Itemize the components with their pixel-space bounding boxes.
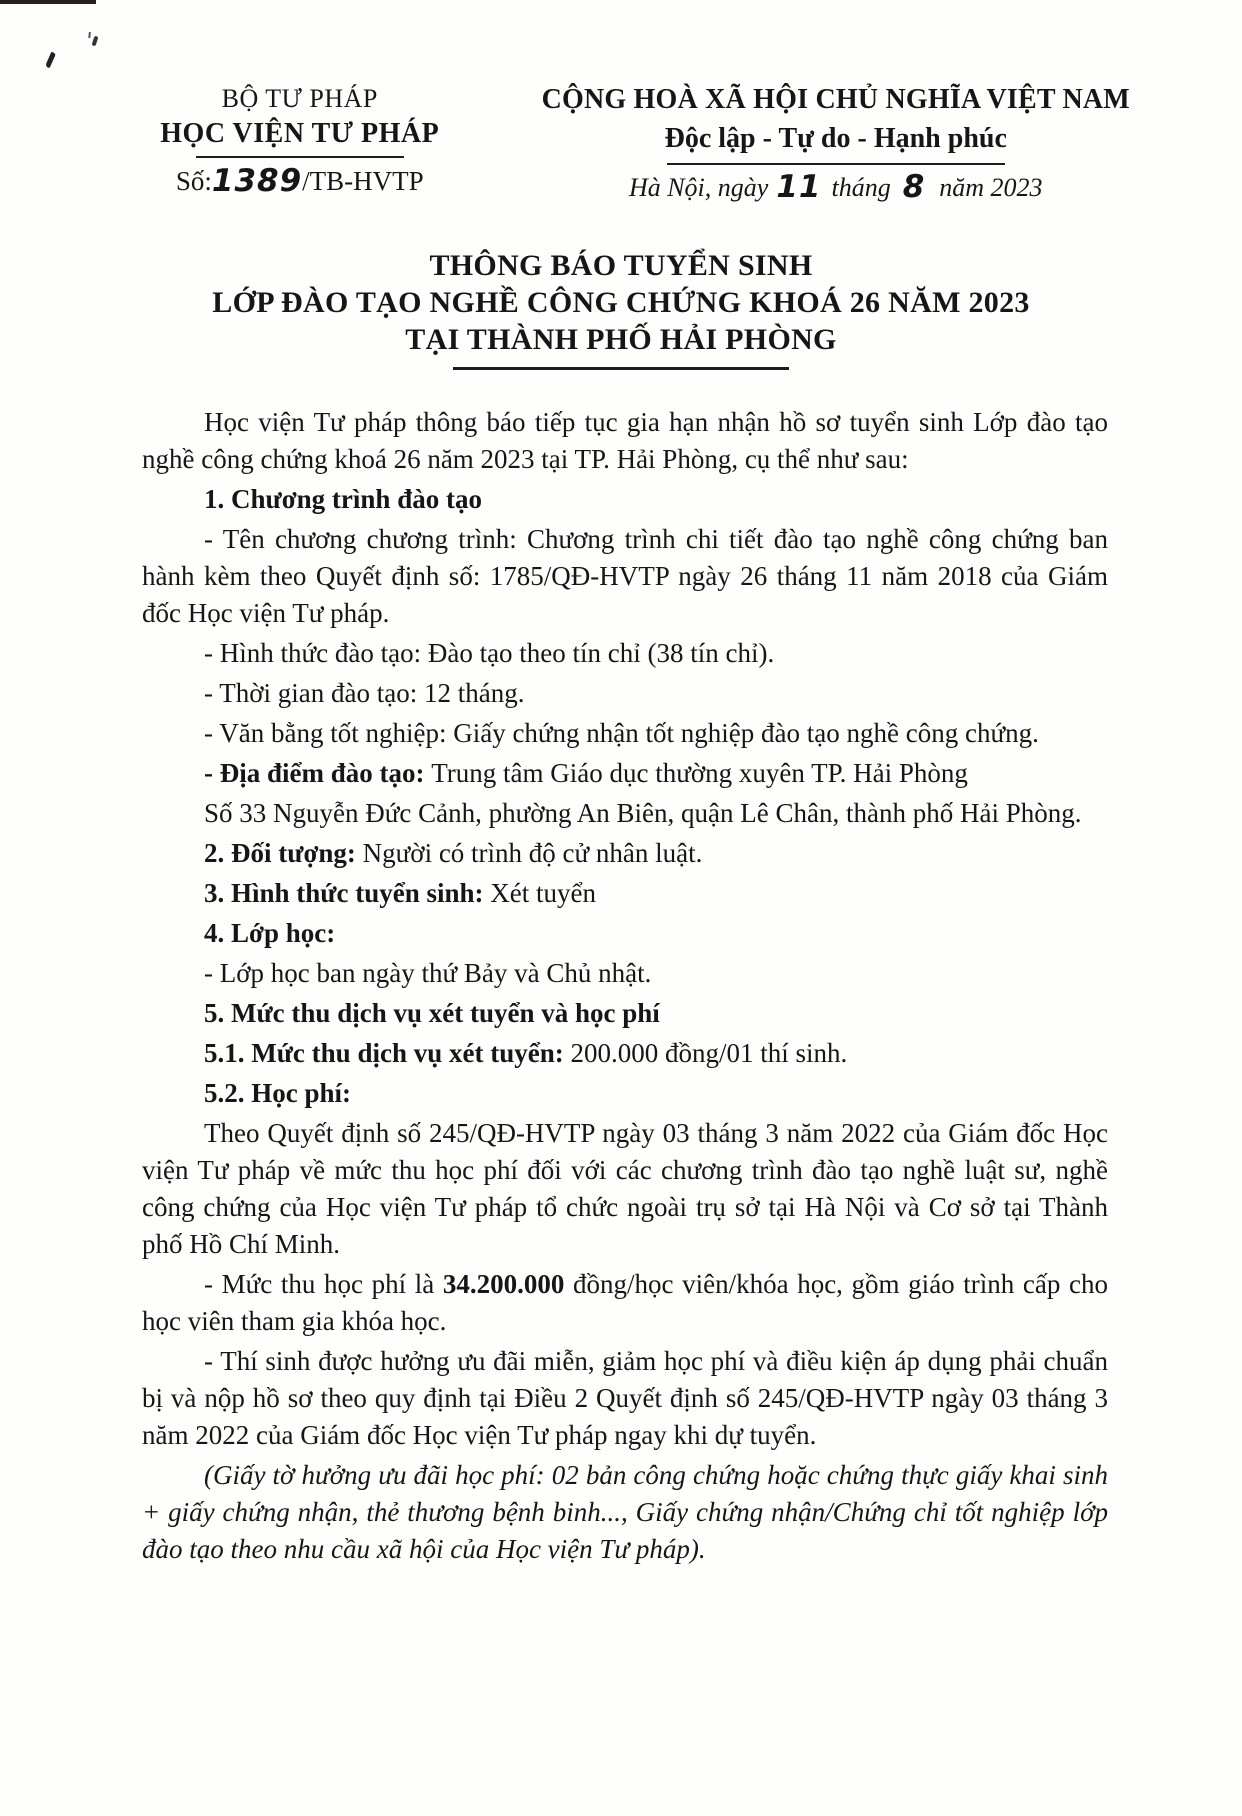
date-month-handwritten: 8 [902, 169, 926, 205]
issuing-agency-block [78, 84, 522, 203]
document-number-handwritten: 1389 [211, 163, 303, 199]
document-number-suffix: /TB-HVTP [302, 166, 424, 196]
heading-text: 1. Chương trình đào tạo [204, 484, 482, 514]
paragraph-text: Học viện Tư pháp thông báo tiếp tục gia hạn nhận hồ sơ tuyển sinh Lớp đào tạo nghề công chứng khoá 26 năm 2023 tại TP. Hải Phòng, cụ thể như sau: [142, 407, 1108, 474]
paragraph-text: - Hình thức đào tạo: Đào tạo theo tín chỉ (38 tín chỉ). [204, 638, 775, 668]
agency-name: HỌC VIỆN TƯ PHÁP [160, 118, 440, 149]
paragraph-class-schedule [142, 955, 1108, 992]
location-value: Trung tâm Giáo dục thường xuyên TP. Hải Phòng [431, 758, 968, 788]
location-label: - Địa điểm đào tạo: [204, 758, 432, 788]
paragraph-tuition-discount [142, 1343, 1108, 1454]
section-5-1-fee [142, 1035, 1108, 1072]
admission-value: Xét tuyển [490, 878, 597, 908]
paragraph-text: - Tên chương chương trình: Chương trình chi tiết đào tạo nghề công chứng ban hành kèm theo Quyết định số: 1785/QĐ-HVTP ngày 26 tháng 11 năm 2018 của Giám đốc Học viện Tư pháp. [142, 524, 1108, 628]
ministry-name: BỘ TƯ PHÁP [221, 84, 378, 113]
section-3-admission-form [142, 875, 1108, 912]
date-suffix: năm 2023 [939, 173, 1043, 202]
title-line-2: LỚP ĐÀO TẠO NGHỀ CÔNG CHỨNG KHOÁ 26 NĂM 2023 [212, 286, 1030, 319]
title-line-3: TẠI THÀNH PHỐ HẢI PHÒNG [405, 323, 837, 356]
paragraph-text: - Thời gian đào tạo: 12 tháng. [204, 678, 525, 708]
heading-text: 5.2. Học phí: [204, 1078, 352, 1108]
heading-text: 5. Mức thu dịch vụ xét tuyển và học phí [204, 998, 660, 1028]
document-number-prefix: Số: [175, 166, 212, 196]
fee-label: 5.1. Mức thu dịch vụ xét tuyển: [204, 1038, 571, 1068]
heading-text: 4. Lớp học: [204, 918, 336, 948]
document-title [0, 247, 1242, 370]
title-line-1: THÔNG BÁO TUYỂN SINH [429, 249, 813, 282]
document-body [0, 378, 1242, 1568]
paragraph-duration [142, 675, 1108, 712]
paragraph-text: - Văn bằng tốt nghiệp: Giấy chứng nhận tốt nghiệp đào tạo nghề công chứng. [204, 718, 1039, 748]
paragraph-address [142, 795, 1108, 832]
paragraph-text: - Lớp học ban ngày thứ Bảy và Chủ nhật. [204, 958, 652, 988]
section-5-heading [142, 995, 1108, 1032]
tuition-prefix: - Mức thu học phí là [204, 1269, 443, 1299]
fee-value: 200.000 đồng/01 thí sinh. [570, 1038, 848, 1068]
date-mid: tháng [831, 173, 891, 202]
paragraph-discount-documents-note [142, 1457, 1108, 1568]
section-2-target [142, 835, 1108, 872]
date-prefix: Hà Nội, ngày [628, 173, 769, 202]
paragraph-text: - Thí sinh được hưởng ưu đãi miễn, giảm học phí và điều kiện áp dụng phải chuẩn bị và nộp hồ sơ theo quy định tại Điều 2 Quyết định số 245/QĐ-HVTP ngày 03 tháng 3 năm 2022 của Giám đốc Học viện Tư pháp ngay khi dự tuyển. [142, 1346, 1108, 1450]
paragraph-location [142, 755, 1108, 792]
paragraph-intro [142, 404, 1108, 478]
date-day-handwritten: 11 [776, 169, 822, 205]
paragraph-text: Số 33 Nguyễn Đức Cảnh, phường An Biên, quận Lê Chân, thành phố Hải Phòng. [204, 798, 1082, 828]
scan-edge-artifact [0, 0, 96, 4]
target-label: 2. Đối tượng: [204, 838, 363, 868]
paragraph-tuition-amount [142, 1266, 1108, 1340]
section-4-heading [142, 915, 1108, 952]
national-title: CỘNG HOÀ XÃ HỘI CHỦ NGHĨA VIỆT NAM [541, 84, 1130, 115]
paragraph-training-form [142, 635, 1108, 672]
tuition-suffix: đồng/học viên/khóa học, gồm giáo trình cấp cho học viên tham gia khóa học. [142, 1269, 1108, 1336]
target-value: Người có trình độ cử nhân luật. [362, 838, 703, 868]
paragraph-tuition-decision [142, 1115, 1108, 1263]
paragraph-text: Theo Quyết định số 245/QĐ-HVTP ngày 03 tháng 3 năm 2022 của Giám đốc Học viện Tư pháp về mức thu học phí đối với các chương trình đào tạo nghề luật sư, nghề công chứng của Học viện Tư pháp tổ chức ngoài trụ sở tại Hà Nội và Cơ sở tại Thành phố Hồ Chí Minh. [142, 1118, 1108, 1259]
admission-label: 3. Hình thức tuyển sinh: [204, 878, 491, 908]
date-line [522, 169, 1150, 205]
paragraph-diploma [142, 715, 1108, 752]
document-header [0, 0, 1242, 203]
national-header-block [522, 84, 1150, 203]
section-1-heading [142, 481, 1108, 518]
paragraph-program-name [142, 521, 1108, 632]
tuition-amount: 34.200.000 [442, 1269, 565, 1299]
section-5-2-heading [142, 1075, 1108, 1112]
agency-underline [196, 156, 404, 158]
document-number [78, 163, 522, 199]
title-underline [453, 367, 789, 370]
motto-underline [667, 163, 1005, 165]
paragraph-text: (Giấy tờ hưởng ưu đãi học phí: 02 bản công chứng hoặc chứng thực giấy khai sinh + giấy chứng nhận, thẻ thương bệnh binh..., Giấy chứng nhận/Chứng chỉ tốt nghiệp lớp đào tạo theo nhu cầu xã hội của Học viện Tư pháp). [142, 1460, 1108, 1564]
national-motto: Độc lập - Tự do - Hạnh phúc [664, 123, 1007, 154]
